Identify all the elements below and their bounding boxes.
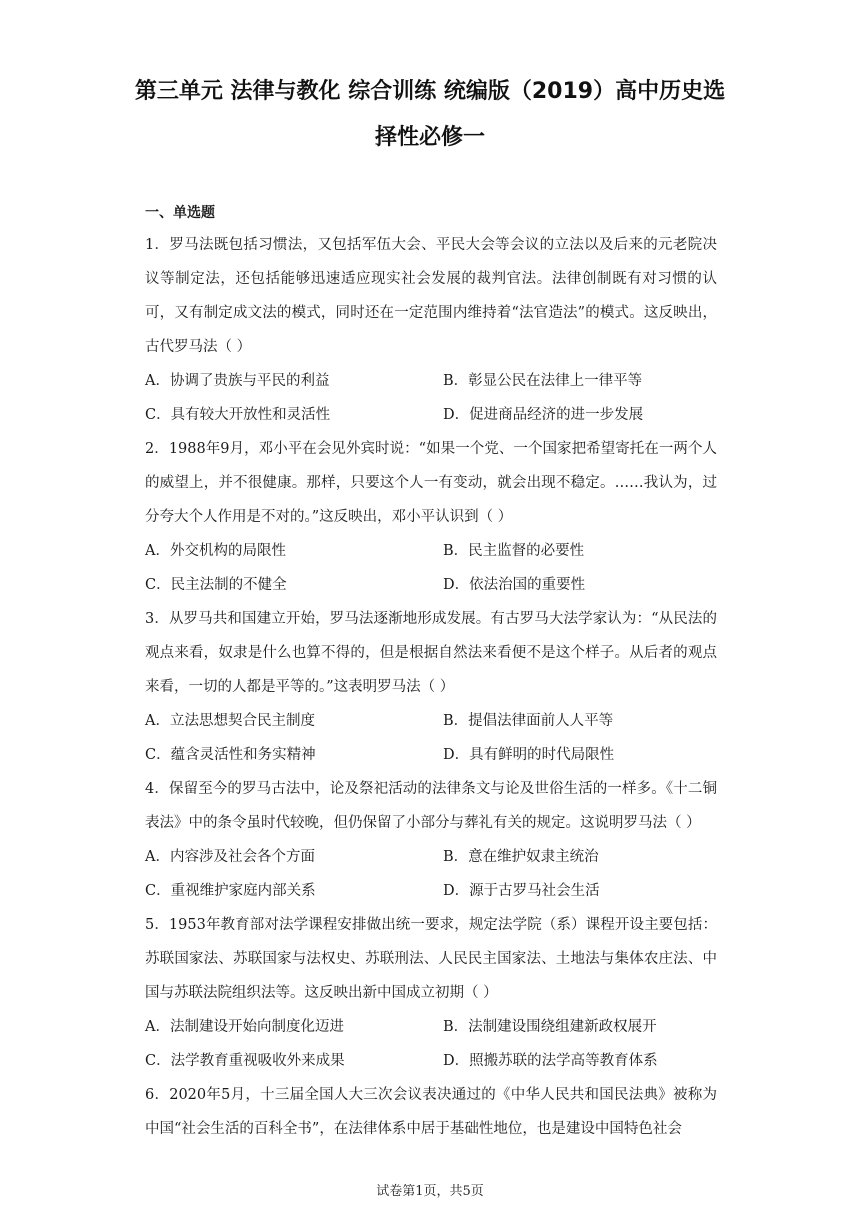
page-title-line-2: 择性必修一 <box>374 125 485 150</box>
question-1 <box>145 228 717 432</box>
option-group <box>145 840 717 908</box>
option-group <box>145 364 717 432</box>
section-heading: 一、单选题 <box>145 205 215 221</box>
option-group <box>145 704 717 772</box>
question-stem: 5．1953年教育部对法学课程安排做出统一要求，规定法学院（系）课程开设主要包括：苏联国家法、苏联国家与法权史、苏联刑法、人民民主国家法、土地法与集体农庄法、中国与苏联法院组织法等。这反映出新中国成立初期（ ） <box>145 917 717 1001</box>
question-3 <box>145 602 717 772</box>
option-a: A．内容涉及社会各个方面 <box>145 849 315 865</box>
option-a: A．协调了贵族与平民的利益 <box>145 373 330 389</box>
option-b: B．民主监督的必要性 <box>443 543 585 559</box>
option-a: A．法制建设开始向制度化迈进 <box>145 1019 344 1035</box>
option-b: B．法制建设围绕组建新政权展开 <box>443 1019 657 1035</box>
option-b: B．提倡法律面前人人平等 <box>443 713 614 729</box>
option-a: A．外交机构的局限性 <box>145 543 286 559</box>
question-stem: 6．2020年5月，十三届全国人大三次会议表决通过的《中华人民共和国民法典》被称为中国“社会生活的百科全书”，在法律体系中居于基础性地位，也是建设中国特色社会 <box>145 1087 717 1137</box>
question-5 <box>145 908 717 1078</box>
option-a: A．立法思想契合民主制度 <box>145 713 315 729</box>
option-d: D．照搬苏联的法学高等教育体系 <box>443 1053 658 1069</box>
option-group <box>145 534 717 602</box>
option-c: C．具有较大开放性和灵活性 <box>145 407 331 423</box>
question-stem: 3．从罗马共和国建立开始，罗马法逐渐地形成发展。有古罗马大法学家认为：“从民法的观点来看，奴隶是什么也算不得的，但是根据自然法来看便不是这个样子。从后者的观点来看，一切的人都是平等的。”这表明罗马法（ ） <box>145 611 717 695</box>
question-stem: 1．罗马法既包括习惯法，又包括军伍大会、平民大会等会议的立法以及后来的元老院决议等制定法，还包括能够迅速适应现实社会发展的裁判官法。法律创制既有对习惯的认可，又有制定成文法的模式，同时还在一定范围内维持着“法官造法”的模式。这反映出，古代罗马法（ ） <box>145 237 717 355</box>
page-footer: 试卷第1页，共5页 <box>376 1184 484 1199</box>
option-d: D．促进商品经济的进一步发展 <box>443 407 644 423</box>
option-c: C．蕴含灵活性和务实精神 <box>145 747 316 763</box>
option-b: B．意在维护奴隶主统治 <box>443 849 599 865</box>
question-list <box>145 228 717 1146</box>
question-2 <box>145 432 717 602</box>
question-stem: 4．保留至今的罗马古法中，论及祭祀活动的法律条文与论及世俗生活的一样多。《十二铜表法》中的条令虽时代较晚，但仍保留了小部分与葬礼有关的规定。这说明罗马法（ ） <box>145 781 717 831</box>
page-title-line-1: 第三单元 法律与教化 综合训练 统编版（2019）高中历史选 <box>134 79 726 104</box>
question-stem: 2．1988年9月，邓小平在会见外宾时说：“如果一个党、一个国家把希望寄托在一两个人的威望上，并不很健康。那样，只要这个人一有变动，就会出现不稳定。……我认为，过分夸大个人作用是不对的。”这反映出，邓小平认识到（ ） <box>145 441 717 525</box>
option-c: C．重视维护家庭内部关系 <box>145 883 316 899</box>
option-d: D．具有鲜明的时代局限性 <box>443 747 615 763</box>
option-group <box>145 1010 717 1078</box>
question-4 <box>145 772 717 908</box>
option-d: D．源于古罗马社会生活 <box>443 883 600 899</box>
option-b: B．彰显公民在法律上一律平等 <box>443 373 643 389</box>
option-d: D．依法治国的重要性 <box>443 577 586 593</box>
option-c: C．法学教育重视吸收外来成果 <box>145 1053 345 1069</box>
option-c: C．民主法制的不健全 <box>145 577 287 593</box>
question-6 <box>145 1078 717 1146</box>
